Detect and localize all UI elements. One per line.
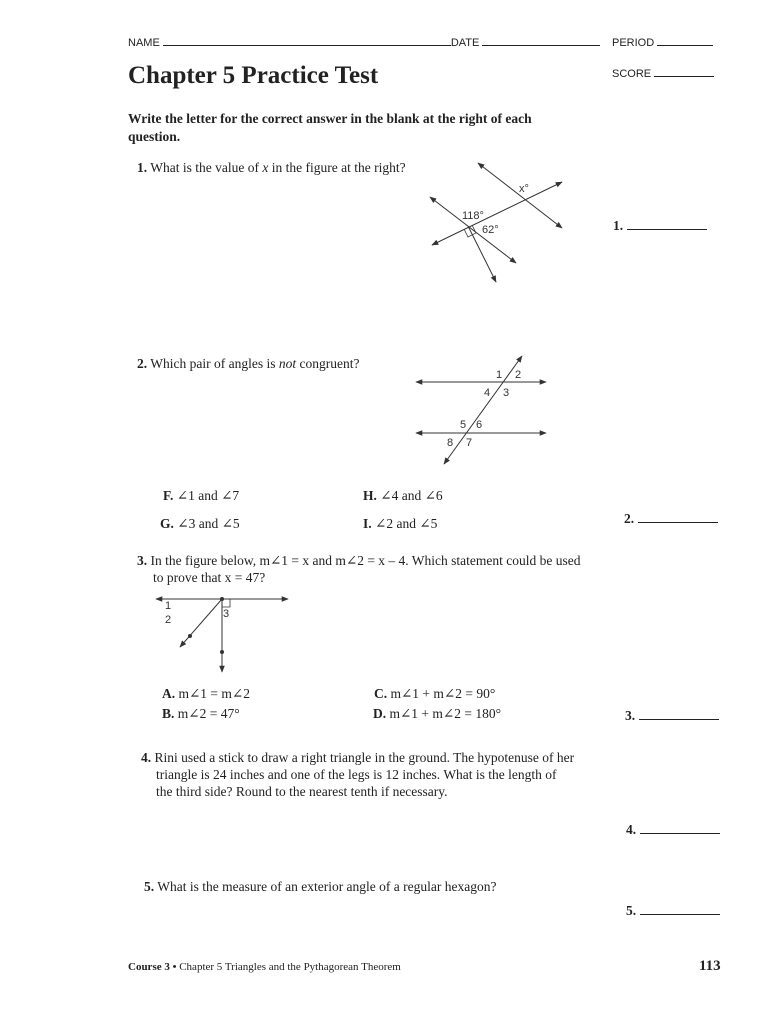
- transversal-line: [444, 356, 522, 464]
- period-blank[interactable]: [657, 35, 713, 46]
- question-number: 1.: [137, 160, 148, 175]
- answer-blank[interactable]: [639, 709, 719, 720]
- answer-blank[interactable]: [627, 219, 707, 230]
- answer-slot-3: 3.: [625, 708, 719, 724]
- answer-slot-2: 2.: [624, 511, 718, 527]
- name-blank[interactable]: [163, 35, 451, 46]
- choice-i[interactable]: I. ∠2 and ∠5: [363, 516, 438, 531]
- footer-text: Course 3 • Chapter 5 Triangles and the Pythagorean Theorem: [128, 961, 401, 973]
- question-number: 2.: [137, 356, 148, 371]
- choice-f[interactable]: F. ∠1 and ∠7: [163, 488, 240, 503]
- angle-label: x°: [519, 183, 529, 195]
- question-2-figure: [412, 350, 552, 468]
- point: [220, 597, 224, 601]
- answer-blank[interactable]: [640, 823, 720, 834]
- period-label: PERIOD: [612, 37, 655, 49]
- choice-h[interactable]: H. ∠4 and ∠6: [363, 488, 443, 503]
- line-a: [478, 163, 562, 228]
- name-field: [128, 35, 600, 49]
- question-4: 4. Rini used a stick to draw a right triangle in the ground. The hypotenuse of her triangle is 24 inches and one of the legs is 12 inches. What is the length of the third side? Round to the nearest tenth if necessary.: [141, 750, 575, 799]
- answer-slot-4: 4.: [626, 822, 720, 838]
- angle-label: 2: [165, 614, 172, 626]
- question-1: 1. What is the value of x in the figure at the right?: [137, 160, 406, 175]
- course-label: Course 3: [128, 961, 170, 973]
- question-3: 3. In the figure below, m∠1 = x and m∠2 = x – 4. Which statement could be used to prove that x = 47?: [137, 553, 581, 585]
- angle-label: 8: [447, 437, 454, 449]
- point: [188, 634, 192, 638]
- angle-label: 1: [496, 369, 503, 381]
- angle-label: 3: [223, 608, 230, 620]
- angle-label: 2: [515, 369, 522, 381]
- question-number: 5.: [144, 879, 155, 894]
- date-label: DATE: [450, 37, 480, 49]
- name-label: NAME: [128, 37, 160, 49]
- instructions: Write the letter for the correct answer in the blank at the right of each question.: [128, 111, 532, 144]
- date-blank[interactable]: [482, 35, 600, 46]
- question-3-figure: [152, 590, 292, 680]
- question-5: 5. What is the measure of an exterior angle of a regular hexagon?: [144, 879, 497, 894]
- choice-d[interactable]: D. m∠1 + m∠2 = 180°: [373, 706, 502, 721]
- question-number: 4.: [141, 750, 152, 765]
- question-2: 2. Which pair of angles is not congruent?: [137, 356, 360, 371]
- angle-label: 6: [476, 419, 483, 431]
- chapter-label: Chapter 5 Triangles and the Pythagorean Theorem: [179, 961, 401, 973]
- period-field: [612, 35, 713, 49]
- choice-g[interactable]: G. ∠3 and ∠5: [160, 516, 240, 531]
- angle-label: 3: [503, 387, 510, 399]
- page-title: Chapter 5 Practice Test: [128, 62, 379, 89]
- answer-slot-1: 1.: [613, 218, 707, 234]
- choice-b[interactable]: B. m∠2 = 47°: [162, 706, 240, 721]
- answer-slot-5: 5.: [626, 903, 720, 919]
- diagonal-ray: [180, 599, 222, 647]
- choice-c[interactable]: C. m∠1 + m∠2 = 90°: [374, 686, 496, 701]
- angle-label: 7: [466, 437, 473, 449]
- page-number: 113: [699, 958, 721, 974]
- score-label: SCORE: [612, 68, 652, 80]
- angle-label: 5: [460, 419, 467, 431]
- question-1-figure: [420, 155, 580, 290]
- score-blank[interactable]: [654, 66, 714, 77]
- angle-label: 118°: [462, 210, 484, 222]
- choice-a[interactable]: A. m∠1 = m∠2: [162, 686, 250, 701]
- question-number: 3.: [137, 553, 148, 568]
- angle-label: 4: [484, 387, 491, 399]
- answer-blank[interactable]: [638, 512, 718, 523]
- answer-blank[interactable]: [640, 904, 720, 915]
- line-b: [430, 197, 516, 263]
- angle-label: 1: [165, 600, 172, 612]
- angle-label: 62°: [482, 224, 499, 236]
- score-field: [612, 66, 714, 80]
- point: [220, 650, 224, 654]
